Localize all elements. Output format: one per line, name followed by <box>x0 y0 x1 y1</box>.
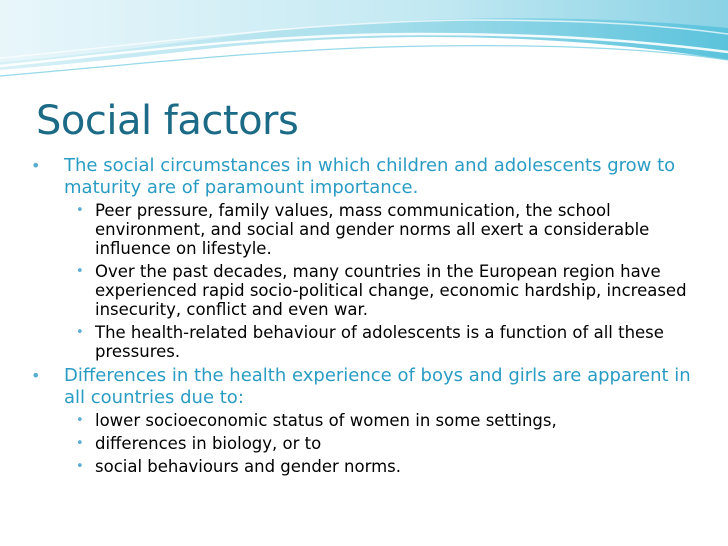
sub-bullet-1-3-text: The health-related behaviour of adolescents is a function of all these pressures. <box>95 323 664 361</box>
sub-bullet-2-2 <box>26 434 696 453</box>
bullet-point-1-text: The social circumstances in which children and adolescents grow to maturity are of paramount importance. <box>64 155 676 198</box>
slide-title: Social factors <box>36 98 299 144</box>
sub-bullet-2-3 <box>26 457 696 476</box>
sub-bullet-2-2-text: differences in biology, or to <box>95 434 322 453</box>
sub-bullet-1-2-text: Over the past decades, many countries in the European region have experienced rapid socio-political change, economic hardship, increased insecurity, conflict and even war. <box>95 262 687 319</box>
sub-bullet-marker: • <box>76 203 84 218</box>
bullet-marker: • <box>31 366 41 385</box>
bullet-point-1 <box>26 155 696 199</box>
sub-bullet-2-3-text: social behaviours and gender norms. <box>95 457 401 476</box>
sub-bullet-1-1 <box>26 201 696 258</box>
bullet-list <box>26 155 696 480</box>
sub-bullet-marker: • <box>76 264 84 279</box>
bullet-marker: • <box>31 156 41 175</box>
sub-bullet-marker: • <box>76 436 84 451</box>
sub-bullet-marker: • <box>76 325 84 340</box>
bullet-point-2 <box>26 365 696 409</box>
bullet-point-2-text: Differences in the health experience of boys and girls are apparent in all countries due to: <box>64 365 691 408</box>
sub-bullet-2-1 <box>26 411 696 430</box>
sub-bullet-2-1-text: lower socioeconomic status of women in some settings, <box>95 411 557 430</box>
sub-bullet-marker: • <box>76 413 84 428</box>
sub-bullet-marker: • <box>76 459 84 474</box>
sub-bullet-1-1-text: Peer pressure, family values, mass communication, the school environment, and social and gender norms all exert a considerable influence on lifestyle. <box>95 201 650 258</box>
header-wave-decoration <box>0 0 728 90</box>
sub-bullet-1-3 <box>26 323 696 361</box>
sub-bullet-1-2 <box>26 262 696 319</box>
